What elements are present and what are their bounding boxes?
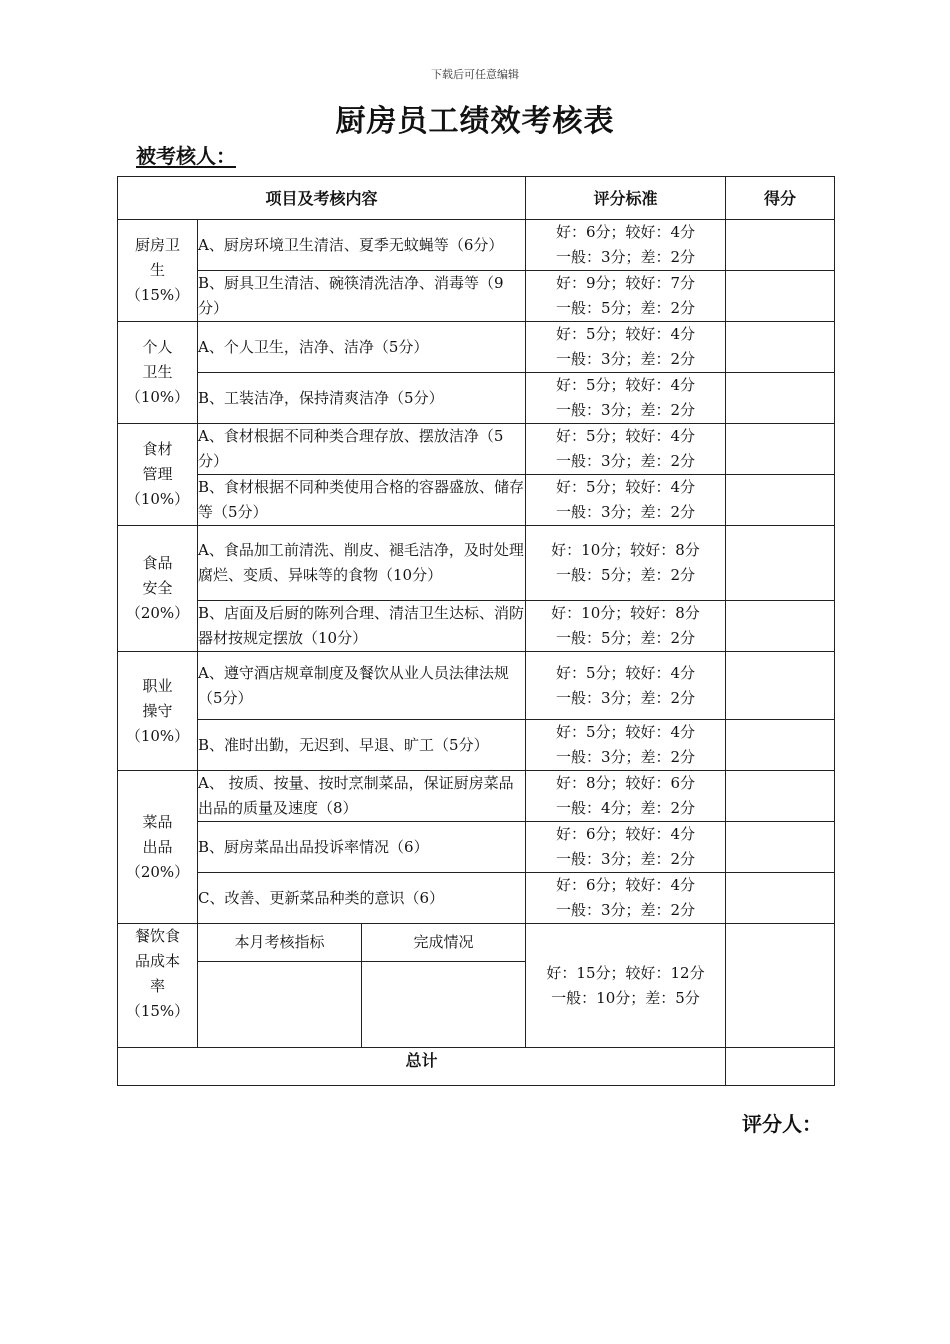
scoring-standard: 好：5分；较好：4分 一般：3分；差：2分 bbox=[526, 475, 726, 526]
category-ingredient-management: 食材管理 （10%） bbox=[118, 424, 198, 526]
scoring-standard: 好：5分；较好：4分 一般：3分；差：2分 bbox=[526, 720, 726, 771]
scoring-standard: 好：5分；较好：4分 一般：3分；差：2分 bbox=[526, 652, 726, 720]
table-row-item: A、厨房环境卫生清洁、夏季无蚊蝇等（6分） bbox=[198, 220, 526, 271]
table-row-item: B、店面及后厨的陈列合理、清洁卫生达标、消防器材按规定摆放（10分） bbox=[198, 601, 526, 652]
table-row-item: A、食材根据不同种类合理存放、摆放洁净（5分） bbox=[198, 424, 526, 475]
table-row-item: B、食材根据不同种类使用合格的容器盛放、储存等（5分） bbox=[198, 475, 526, 526]
grader-label: 评分人： bbox=[742, 1112, 822, 1136]
table-row-item: A、个人卫生，洁净、洁净（5分） bbox=[198, 322, 526, 373]
score-cell[interactable] bbox=[726, 652, 835, 720]
scoring-standard: 好：6分；较好：4分 一般：3分；差：2分 bbox=[526, 822, 726, 873]
page-title: 厨房员工绩效考核表 bbox=[335, 104, 615, 139]
score-cell[interactable] bbox=[726, 475, 835, 526]
scoring-standard: 好：15分；较好：12分 一般：10分；差：5分 bbox=[526, 924, 726, 1048]
column-header-content: 项目及考核内容 bbox=[118, 177, 526, 220]
scoring-standard: 好：6分；较好：4分 一般：3分；差：2分 bbox=[526, 873, 726, 924]
header-note: 下载后可任意编辑 bbox=[431, 68, 519, 81]
score-cell[interactable] bbox=[726, 220, 835, 271]
scoring-standard: 好：5分；较好：4分 一般：3分；差：2分 bbox=[526, 322, 726, 373]
monthly-target-value-cell[interactable] bbox=[198, 962, 362, 1048]
table-row-item: B、厨具卫生清洁、碗筷清洗洁净、消毒等（9分） bbox=[198, 271, 526, 322]
total-label: 总计 bbox=[118, 1048, 726, 1086]
category-food-safety: 食品安全 （20%） bbox=[118, 526, 198, 652]
score-cell[interactable] bbox=[726, 526, 835, 601]
category-personal-hygiene: 个人卫生 （10%） bbox=[118, 322, 198, 424]
category-kitchen-hygiene: 厨房卫生 （15%） bbox=[118, 220, 198, 322]
column-header-standard: 评分标准 bbox=[526, 177, 726, 220]
table-row-item: C、改善、更新菜品种类的意识（6） bbox=[198, 873, 526, 924]
category-professional-ethics: 职业操守 （10%） bbox=[118, 652, 198, 771]
score-cell[interactable] bbox=[726, 424, 835, 475]
table-row-item: A、遵守酒店规章制度及餐饮从业人员法律法规（5分） bbox=[198, 652, 526, 720]
evaluation-table bbox=[117, 176, 835, 1086]
score-cell[interactable] bbox=[726, 720, 835, 771]
scoring-standard: 好：6分；较好：4分 一般：3分；差：2分 bbox=[526, 220, 726, 271]
score-cell[interactable] bbox=[726, 771, 835, 822]
scoring-standard: 好：5分；较好：4分 一般：3分；差：2分 bbox=[526, 424, 726, 475]
completion-status-value-cell[interactable] bbox=[362, 962, 526, 1048]
examinee-label: 被考核人： bbox=[136, 144, 236, 168]
table-row-item: B、工装洁净，保持清爽洁净（5分） bbox=[198, 373, 526, 424]
column-header-score: 得分 bbox=[726, 177, 835, 220]
score-cell[interactable] bbox=[726, 322, 835, 373]
table-row-item: A、食品加工前清洗、削皮、褪毛洁净，及时处理腐烂、变质、异味等的食物（10分） bbox=[198, 526, 526, 601]
table-row-item: B、准时出勤，无迟到、早退、旷工（5分） bbox=[198, 720, 526, 771]
score-cell[interactable] bbox=[726, 373, 835, 424]
subheader-completion-status: 完成情况 bbox=[362, 924, 526, 962]
score-cell[interactable] bbox=[726, 924, 835, 1048]
category-food-cost-rate: 餐饮食品成本率 （15%） bbox=[118, 924, 198, 1048]
score-cell[interactable] bbox=[726, 601, 835, 652]
score-cell[interactable] bbox=[726, 873, 835, 924]
table-row-item: B、厨房菜品出品投诉率情况（6） bbox=[198, 822, 526, 873]
score-cell[interactable] bbox=[726, 271, 835, 322]
scoring-standard: 好：9分；较好：7分 一般：5分；差：2分 bbox=[526, 271, 726, 322]
category-dish-output: 菜品出品 （20%） bbox=[118, 771, 198, 924]
scoring-standard: 好：5分；较好：4分 一般：3分；差：2分 bbox=[526, 373, 726, 424]
total-score-cell[interactable] bbox=[726, 1048, 835, 1086]
table-row-item: A、 按质、按量、按时烹制菜品，保证厨房菜品出品的质量及速度（8） bbox=[198, 771, 526, 822]
subheader-monthly-target: 本月考核指标 bbox=[198, 924, 362, 962]
scoring-standard: 好：10分；较好：8分 一般：5分；差：2分 bbox=[526, 526, 726, 601]
scoring-standard: 好：8分；较好：6分 一般：4分；差：2分 bbox=[526, 771, 726, 822]
score-cell[interactable] bbox=[726, 822, 835, 873]
scoring-standard: 好：10分；较好：8分 一般：5分；差：2分 bbox=[526, 601, 726, 652]
